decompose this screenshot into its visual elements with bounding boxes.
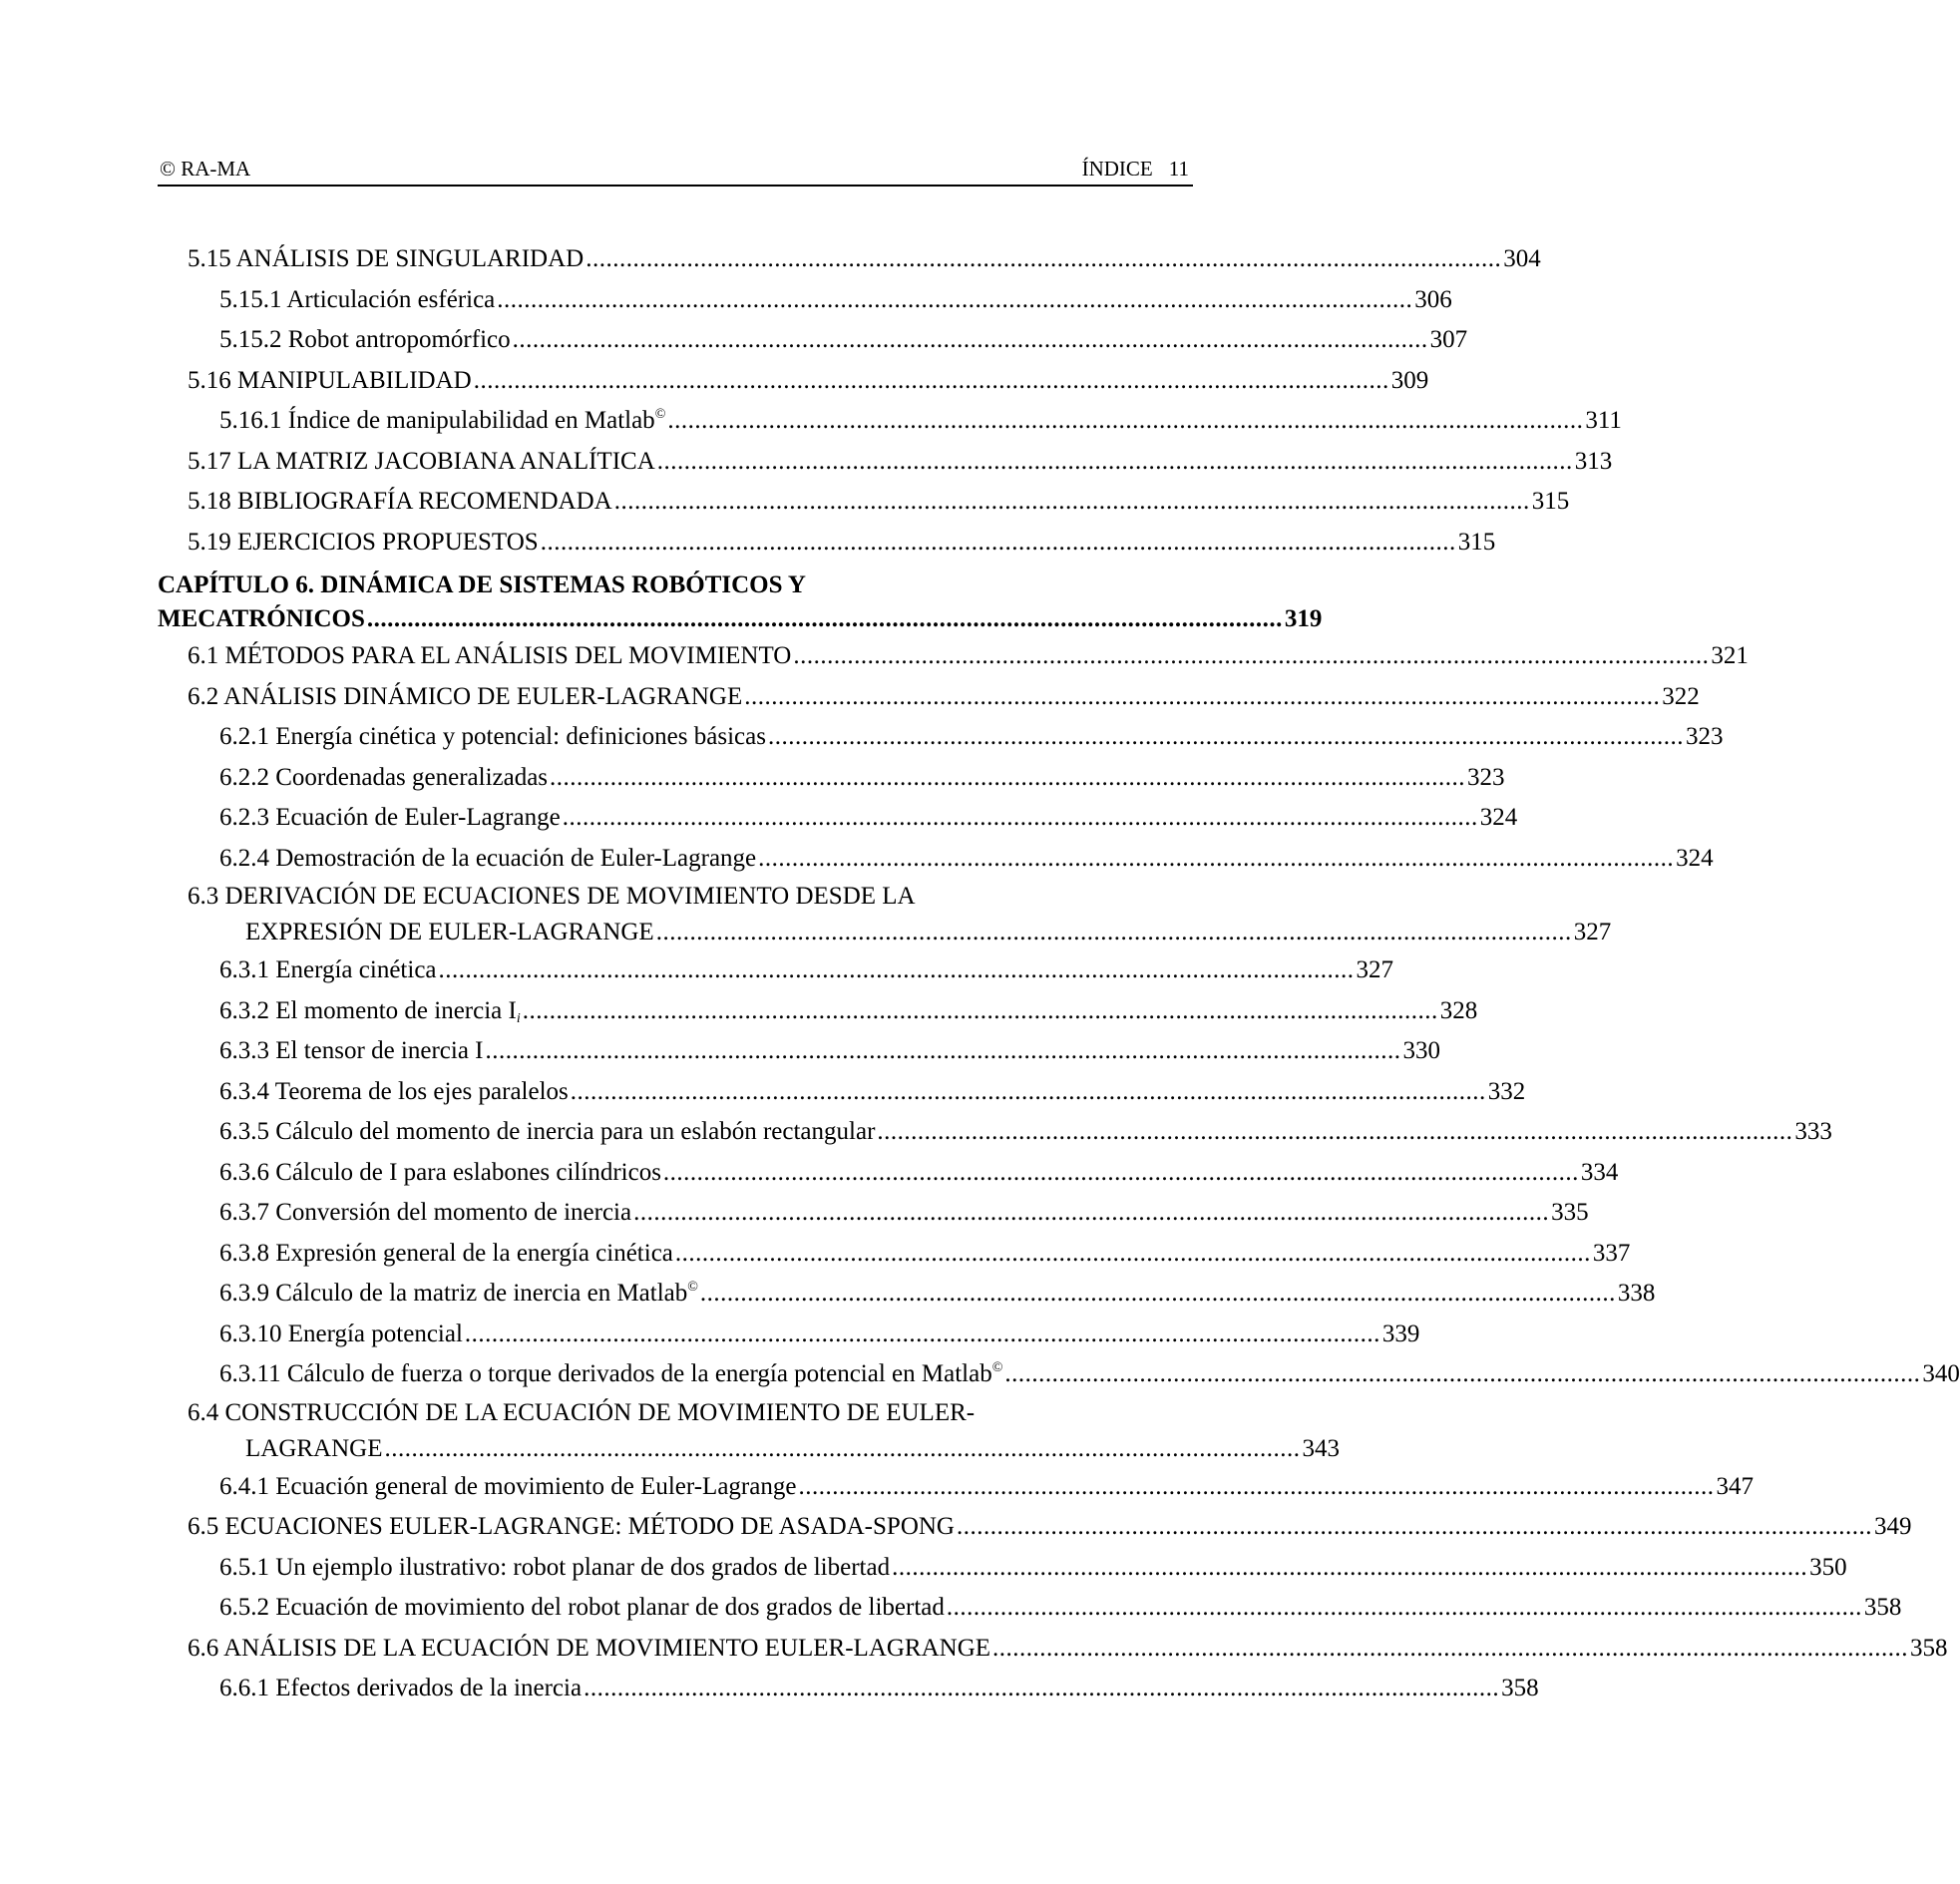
dot-leader: ........................................................................................................................................ — [655, 919, 1572, 945]
dot-leader: ........................................................................................................................................ — [562, 804, 1478, 831]
toc-entry: 5.15.2 Robot antropomórfico ........................................................................................................................................ 307 — [158, 320, 1193, 361]
subscript: i — [516, 1010, 521, 1026]
header-section-title: ÍNDICE — [1081, 157, 1153, 181]
toc-entry: 6.3.9 Cálculo de la matriz de inercia en Matlab© ........................................................................................................................................ 338 — [158, 1274, 1193, 1315]
toc-entry: 6.2.2 Coordenadas generalizadas ........................................................................................................................................ 323 — [158, 758, 1193, 799]
table-of-contents — [158, 239, 1960, 1709]
page-number: 323 — [1467, 763, 1505, 791]
page-number: 330 — [1402, 1037, 1440, 1064]
page-number: 343 — [1302, 1434, 1340, 1462]
chapter-title-line1: CAPÍTULO 6. DINÁMICA DE SISTEMAS ROBÓTICOS Y — [158, 571, 806, 598]
page-number: 358 — [1910, 1634, 1948, 1662]
entry-line1: 6.3 DERIVACIÓN DE ECUACIONES DE MOVIMIENTO DESDE LA — [188, 883, 916, 910]
dot-leader: ........................................................................................................................................ — [656, 447, 1573, 475]
page-number: 309 — [1390, 366, 1429, 394]
page-number: 332 — [1487, 1077, 1526, 1105]
page-number: 324 — [1479, 804, 1518, 831]
dot-leader: ........................................................................................................................................ — [992, 1634, 1909, 1662]
page-number: 358 — [1501, 1675, 1539, 1701]
dot-leader: ........................................................................................................................................ — [384, 1434, 1301, 1462]
page-number: 319 — [1284, 605, 1323, 632]
toc-entry: 6.6 ANÁLISIS DE LA ECUACIÓN DE MOVIMIENTO EULER-LAGRANGE ........................................................................................................................................ 358 — [158, 1629, 1193, 1670]
page-number: 307 — [1429, 326, 1468, 353]
dot-leader: ........................................................................................................................................ — [662, 1158, 1579, 1186]
page-number: 328 — [1439, 996, 1478, 1024]
toc-entry: 5.15.1 Articulación esférica ........................................................................................................................................ 306 — [158, 280, 1193, 321]
chapter-heading — [158, 568, 1323, 636]
page-number: 315 — [1457, 528, 1496, 556]
toc-entry: 5.15 ANÁLISIS DE SINGULARIDAD ........................................................................................................................................ 304 — [158, 239, 1193, 280]
toc-entry: 5.16 MANIPULABILIDAD ........................................................................................................................................ 309 — [158, 361, 1193, 402]
toc-entry: 6.3.6 Cálculo de I para eslabones cilíndricos ........................................................................................................................................ 334 — [158, 1153, 1193, 1194]
copyright-mark: © — [654, 407, 666, 422]
toc-entry: 6.3.10 Energía potencial ........................................................................................................................................ 339 — [158, 1315, 1193, 1355]
dot-leader: ........................................................................................................................................ — [464, 1319, 1380, 1347]
page-number: 306 — [1414, 285, 1452, 313]
toc-entry: 6.2 ANÁLISIS DINÁMICO DE EULER-LAGRANGE ........................................................................................................................................ 322 — [158, 677, 1193, 718]
dot-leader: ........................................................................................................................................ — [667, 407, 1584, 434]
toc-entry: 5.16.1 Índice de manipulabilidad en Matlab© ........................................................................................................................................ 311 — [158, 401, 1193, 442]
dot-leader: ........................................................................................................................................ — [366, 605, 1283, 632]
entry-line1: 6.4 CONSTRUCCIÓN DE LA ECUACIÓN DE MOVIMIENTO DE EULER- — [188, 1398, 976, 1426]
page-number: 335 — [1551, 1199, 1589, 1226]
dot-leader: ........................................................................................................................................ — [485, 1037, 1401, 1064]
dot-leader: ........................................................................................................................................ — [512, 326, 1428, 353]
dot-leader: ........................................................................................................................................ — [758, 844, 1675, 872]
dot-leader: ........................................................................................................................................ — [946, 1594, 1862, 1621]
dot-leader: ........................................................................................................................................ — [633, 1199, 1550, 1226]
toc-entry: 6.2.1 Energía cinética y potencial: definiciones básicas ........................................................................................................................................ 323 — [158, 717, 1193, 758]
toc-entry: 6.5.1 Un ejemplo ilustrativo: robot planar de dos grados de libertad ........................................................................................................................................ 350 — [158, 1548, 1193, 1589]
dot-leader: ........................................................................................................................................ — [1004, 1360, 1921, 1387]
dot-leader: ........................................................................................................................................ — [699, 1280, 1616, 1307]
header-page-number: 11 — [1168, 157, 1189, 181]
toc-entry: 6.4 CONSTRUCCIÓN DE LA ECUACIÓN DE MOVIMIENTO DE EULER- LAGRANGE ........................................................................................................................................ 343 — [158, 1395, 1193, 1467]
toc-entry: 6.3.5 Cálculo del momento de inercia para un eslabón rectangular ........................................................................................................................................ 333 — [158, 1112, 1193, 1153]
copyright-mark: © — [991, 1360, 1003, 1375]
page-number: 337 — [1592, 1239, 1631, 1267]
toc-entry: 6.3.2 El momento de inercia $I_i$ ........................................................................................................................................ 328 — [158, 991, 1193, 1032]
dot-leader: ........................................................................................................................................ — [793, 642, 1710, 669]
dot-leader: ........................................................................................................................................ — [540, 528, 1456, 556]
dot-leader: ........................................................................................................................................ — [497, 285, 1413, 313]
page-number: 338 — [1617, 1280, 1656, 1307]
dot-leader: ........................................................................................................................................ — [613, 488, 1530, 515]
running-header — [158, 155, 1193, 187]
page-number: 322 — [1662, 682, 1700, 710]
page-number: 358 — [1863, 1594, 1902, 1621]
page-number: 304 — [1503, 245, 1541, 272]
toc-entry: 6.1 MÉTODOS PARA EL ANÁLISIS DEL MOVIMIENTO ........................................................................................................................................ 321 — [158, 636, 1193, 677]
toc-entry: 6.3.3 El tensor de inercia I ........................................................................................................................................ 330 — [158, 1031, 1193, 1072]
toc-entry: 6.2.3 Ecuación de Euler-Lagrange ........................................................................................................................................ 324 — [158, 798, 1193, 839]
chapter-title-line2: MECATRÓNICOS — [158, 605, 365, 632]
dot-leader: ........................................................................................................................................ — [570, 1077, 1486, 1105]
dot-leader: ........................................................................................................................................ — [550, 763, 1466, 791]
page-number: 321 — [1711, 642, 1749, 669]
page-number: 323 — [1685, 723, 1724, 750]
toc-entry: 6.3.1 Energía cinética ........................................................................................................................................ 327 — [158, 950, 1193, 991]
page-number: 311 — [1585, 407, 1622, 434]
publisher-mark: © RA-MA — [160, 157, 251, 181]
dot-leader: ........................................................................................................................................ — [744, 682, 1661, 710]
dot-leader: ........................................................................................................................................ — [877, 1118, 1793, 1145]
copyright-mark: © — [687, 1280, 698, 1295]
dot-leader: ........................................................................................................................................ — [674, 1239, 1591, 1267]
toc-entry: 6.3.11 Cálculo de fuerza o torque derivados de la energía potencial en Matlab© ........................................................................................................................................ 340 — [158, 1354, 1193, 1395]
toc-entry: 5.18 BIBLIOGRAFÍA RECOMENDADA ........................................................................................................................................ 315 — [158, 482, 1193, 523]
dot-leader: ........................................................................................................................................ — [586, 245, 1502, 272]
toc-entry: 5.19 EJERCICIOS PROPUESTOS ........................................................................................................................................ 315 — [158, 523, 1193, 564]
page-number: 350 — [1809, 1553, 1847, 1581]
toc-entry: 6.6.1 Efectos derivados de la inercia ........................................................................................................................................ 358 — [158, 1669, 1193, 1709]
toc-entry: 6.5 ECUACIONES EULER-LAGRANGE: MÉTODO DE ASADA-SPONG ........................................................................................................................................ 349 — [158, 1507, 1193, 1548]
page-number: 327 — [1573, 919, 1612, 945]
header-section — [1082, 157, 1189, 182]
toc-entry: 5.17 LA MATRIZ JACOBIANA ANALÍTICA ........................................................................................................................................ 313 — [158, 442, 1193, 483]
page-number: 315 — [1531, 488, 1570, 515]
dot-leader: ........................................................................................................................................ — [584, 1675, 1500, 1701]
page-number: 334 — [1580, 1158, 1619, 1186]
toc-entry: 6.3 DERIVACIÓN DE ECUACIONES DE MOVIMIENTO DESDE LA EXPRESIÓN DE EULER-LAGRANGE ........................................................................................................................................ 327 — [158, 879, 1193, 950]
page-number: 327 — [1356, 956, 1394, 983]
dot-leader: ........................................................................................................................................ — [522, 996, 1438, 1024]
page-number: 333 — [1794, 1118, 1832, 1145]
dot-leader: ........................................................................................................................................ — [473, 366, 1389, 394]
toc-entry: 6.3.7 Conversión del momento de inercia ........................................................................................................................................ 335 — [158, 1193, 1193, 1234]
dot-leader: ........................................................................................................................................ — [892, 1553, 1808, 1581]
page-number: 347 — [1716, 1472, 1754, 1500]
page-number: 324 — [1676, 844, 1714, 872]
dot-leader: ........................................................................................................................................ — [438, 956, 1355, 983]
toc-entry: 6.2.4 Demostración de la ecuación de Euler-Lagrange ........................................................................................................................................ 324 — [158, 839, 1193, 880]
dot-leader: ........................................................................................................................................ — [956, 1513, 1872, 1540]
dot-leader: ........................................................................................................................................ — [767, 723, 1684, 750]
page-number: 340 — [1922, 1360, 1960, 1387]
page-number: 313 — [1574, 447, 1613, 475]
page-number: 349 — [1873, 1513, 1912, 1540]
dot-leader: ........................................................................................................................................ — [798, 1472, 1715, 1500]
toc-entry: 6.3.4 Teorema de los ejes paralelos ........................................................................................................................................ 332 — [158, 1072, 1193, 1113]
page-number: 339 — [1381, 1319, 1420, 1347]
toc-entry: 6.4.1 Ecuación general de movimiento de Euler-Lagrange ........................................................................................................................................ 347 — [158, 1467, 1193, 1508]
toc-entry: 6.3.8 Expresión general de la energía cinética ........................................................................................................................................ 337 — [158, 1234, 1193, 1275]
toc-entry: 6.5.2 Ecuación de movimiento del robot planar de dos grados de libertad ........................................................................................................................................ 358 — [158, 1588, 1193, 1629]
